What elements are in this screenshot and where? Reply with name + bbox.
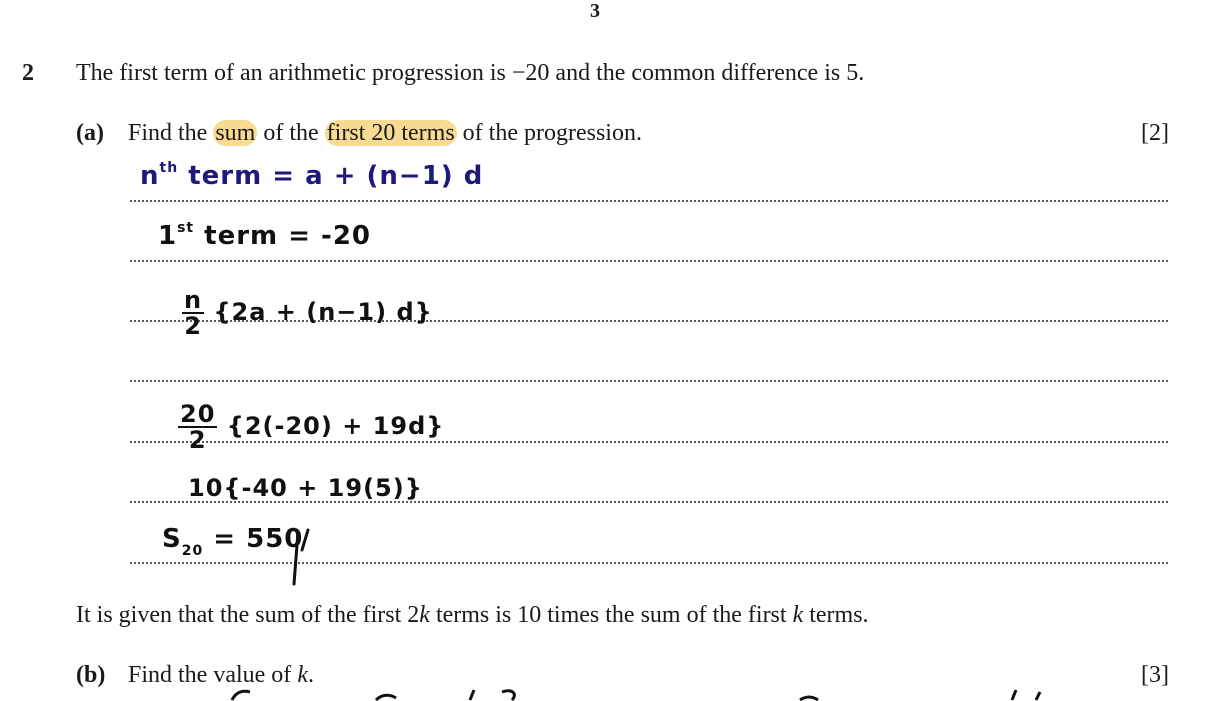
page-number: 3 [590,0,600,22]
part-b-label: (b) [76,662,106,688]
work-line-first-term [158,220,371,251]
highlight-sum: sum [215,120,256,146]
work-line-7-sub: 20 [181,543,204,559]
given-statement [76,602,869,629]
work-line-5-rest: {2(-20) + 19d} [217,412,445,440]
cropped-handwriting [0,684,1208,701]
work-line-substitution [178,402,444,452]
work-line-answer [162,524,303,559]
part-b-k: k [297,662,308,688]
given-k-1: k [419,602,430,628]
work-line-simplify: 10{-40 + 19(5)} [188,474,423,502]
part-a-text-2: of the [257,120,325,146]
work-line-nth-term [140,160,483,191]
part-b-text-1: Find the value of [128,662,298,688]
given-text-2: terms is 10 times the sum of the first [429,602,793,628]
work-line-3-num: n [184,286,203,314]
work-line-2-one: 1 [158,221,178,251]
answer-line-4 [130,380,1168,382]
answer-line-7 [130,562,1168,564]
tick-mark-icon [290,526,320,588]
work-line-1-rest: term = a + (n−1) d [178,161,484,191]
highlight-first-20-terms: first 20 terms [326,120,455,146]
work-line-7-s: S [162,524,182,554]
work-line-2-sup: st [177,220,195,236]
work-line-1-sup: th [159,160,179,176]
part-a-text-1: Find the [128,120,214,146]
part-b-text-2: . [307,662,314,688]
work-line-3-fraction [182,288,204,338]
work-line-5-den: 2 [188,426,207,454]
part-a-marks: [2] [1141,120,1169,146]
given-k-2: k [792,602,804,628]
work-line-5-fraction [178,402,217,452]
part-a-prompt [128,120,642,147]
work-line-2-rest: term = -20 [194,221,372,251]
work-line-7-rest: = 550 [203,524,304,554]
work-line-3-den: 2 [184,312,202,340]
given-text-1: It is given that the sum of the first 2 [76,602,420,628]
work-line-1-n: n [140,161,160,191]
question-number: 2 [22,60,34,86]
answer-line-1 [130,200,1168,202]
answer-line-2 [130,260,1168,262]
part-a-label: (a) [76,120,104,146]
work-line-5-num: 20 [180,400,216,428]
given-text-3: terms. [803,602,869,628]
question-stem: The first term of an arithmetic progression is −20 and the common difference is 5. [76,60,865,86]
part-b-marks: [3] [1141,662,1169,688]
work-line-3-rest: {2a + (n−1) d} [204,298,433,326]
part-a-text-3: of the progression. [456,120,642,146]
work-line-sum-formula [182,288,433,338]
